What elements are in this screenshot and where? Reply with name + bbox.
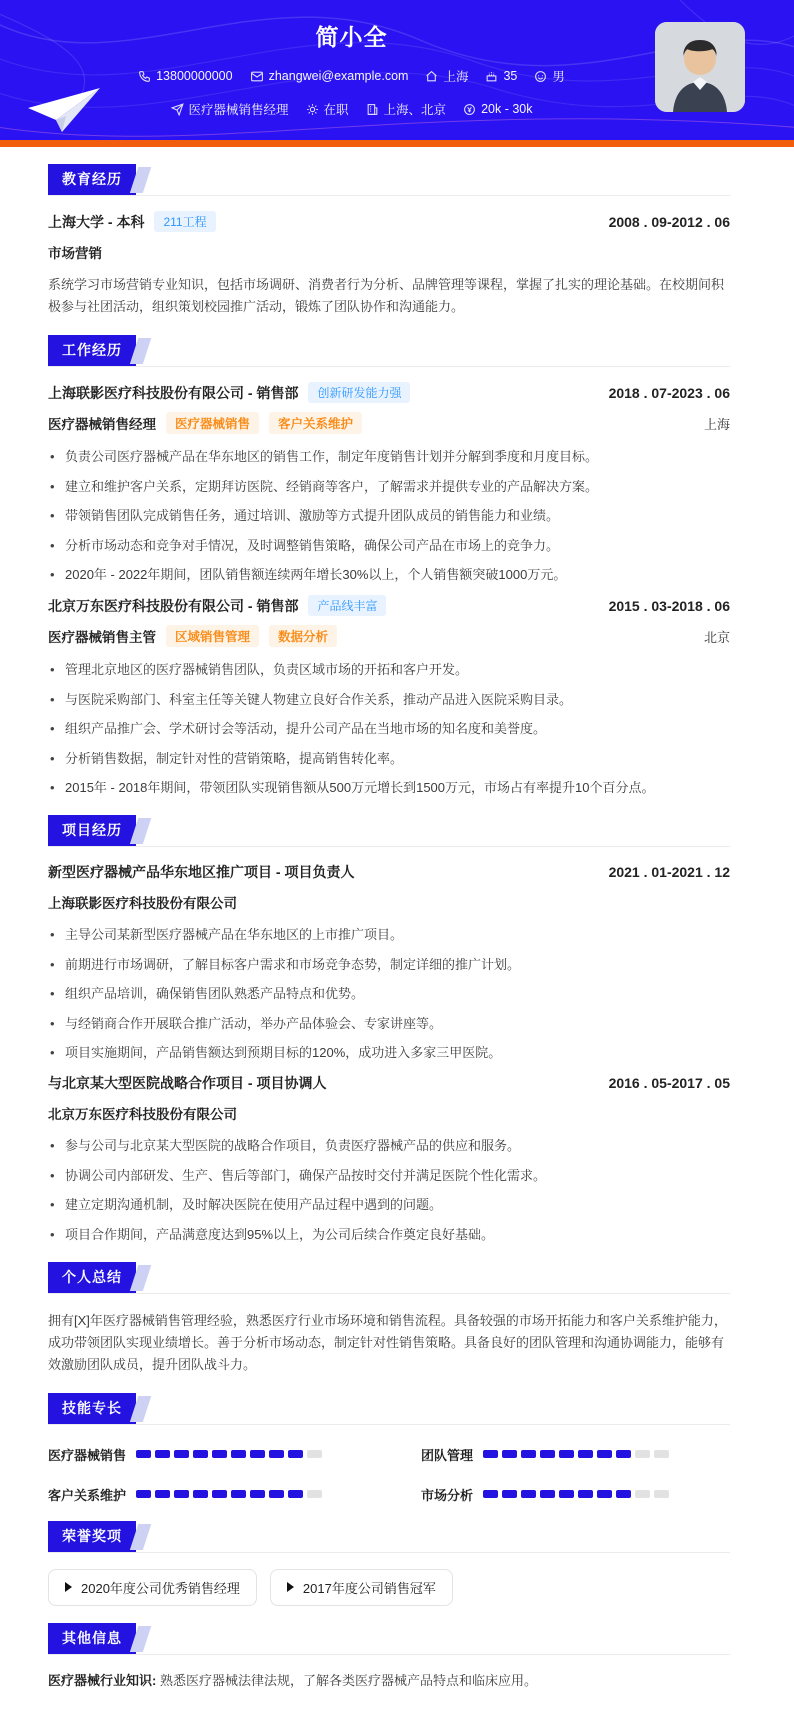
skill-segment	[578, 1450, 593, 1458]
play-icon	[65, 1582, 72, 1592]
resume-header	[0, 0, 794, 140]
skill-row	[421, 1445, 730, 1464]
skill-segment	[559, 1450, 574, 1458]
skill-segment	[502, 1490, 517, 1498]
position-item	[171, 100, 289, 118]
work-date: 2018 . 07-2023 . 06	[608, 384, 730, 401]
honor-button[interactable]	[48, 1569, 257, 1606]
skill-segment	[483, 1450, 498, 1458]
skill-level-bar	[483, 1490, 669, 1498]
section-badge-other: 其他信息	[48, 1623, 136, 1654]
skill-name: 市场分析	[421, 1487, 474, 1503]
bullet-item: • 与医院采购部门、科室主任等关键人物建立良好合作关系，推动产品进入医院采购目录。	[48, 689, 730, 710]
status-item	[306, 100, 349, 118]
company-name: 上海联影医疗科技股份有限公司 - 销售部	[48, 384, 299, 401]
section-badge-skills: 技能专长	[48, 1393, 136, 1424]
skill-segment	[635, 1450, 650, 1458]
building-icon	[366, 103, 379, 116]
salary-item	[463, 102, 532, 116]
skill-name: 团队管理	[421, 1447, 474, 1463]
section-skills	[0, 1393, 794, 1504]
honors-list	[48, 1569, 730, 1606]
skill-level-bar	[136, 1450, 322, 1458]
section-badge-education: 教育经历	[48, 164, 136, 195]
work-entry	[48, 595, 730, 798]
status-gear-icon	[306, 103, 319, 116]
skill-segment	[155, 1490, 170, 1498]
work-bullets	[48, 446, 730, 585]
position-text: 医疗器械销售经理	[188, 103, 289, 117]
company-tag: 产品线丰富	[308, 595, 386, 616]
project-company: 北京万东医疗科技股份有限公司	[48, 1107, 237, 1122]
section-work	[0, 335, 794, 798]
role-tag: 医疗器械销售	[166, 412, 259, 434]
work-entry	[48, 382, 730, 585]
project-entry	[48, 1073, 730, 1245]
phone-text: 13800000000	[156, 69, 233, 83]
section-summary	[0, 1262, 794, 1376]
skill-segment	[250, 1490, 265, 1498]
section-badge-honors: 荣誉奖项	[48, 1521, 136, 1552]
skill-segment	[540, 1490, 555, 1498]
mail-icon	[250, 70, 264, 83]
phone-icon	[138, 70, 151, 83]
education-description: 系统学习市场营销专业知识，包括市场调研、消费者行为分析、品牌管理等课程，掌握了扎实的理论基础。在校期间积极参与社团活动，组织策划校园推广活动，锻炼了团队协作和沟通能力。	[48, 277, 725, 314]
project-name: 新型医疗器械产品华东地区推广项目 - 项目负责人	[48, 864, 355, 880]
bullet-item: • 协调公司内部研发、生产、售后等部门，确保产品按时交付并满足医院个性化需求。	[48, 1165, 730, 1186]
skill-segment	[654, 1450, 669, 1458]
skill-segment	[288, 1450, 303, 1458]
work-location: 上海	[703, 416, 730, 432]
gender-text: 男	[552, 70, 565, 84]
skill-segment	[288, 1490, 303, 1498]
skill-name: 客户关系维护	[48, 1487, 127, 1503]
avatar	[655, 22, 745, 112]
city-text: 上海	[443, 70, 469, 84]
status-text: 在职	[323, 103, 349, 117]
home-icon	[425, 70, 438, 83]
age-text: 35	[503, 69, 518, 83]
skill-segment	[269, 1450, 284, 1458]
company-name: 北京万东医疗科技股份有限公司 - 销售部	[48, 597, 299, 614]
work-date: 2015 . 03-2018 . 06	[608, 597, 730, 614]
bullet-item: • 主导公司某新型医疗器械产品在华东地区的上市推广项目。	[48, 924, 730, 945]
skill-segment	[212, 1490, 227, 1498]
skill-segment	[597, 1450, 612, 1458]
skill-segment	[136, 1450, 151, 1458]
skill-segment	[483, 1490, 498, 1498]
skill-level-bar	[483, 1450, 669, 1458]
bullet-item: • 建立定期沟通机制，及时解决医院在使用产品过程中遇到的问题。	[48, 1194, 730, 1215]
company-tag: 创新研发能力强	[308, 382, 410, 403]
email-item	[250, 69, 409, 83]
position-icon	[171, 103, 184, 116]
skill-name: 医疗器械销售	[48, 1447, 127, 1463]
city-item	[425, 67, 468, 85]
skill-segment	[635, 1490, 650, 1498]
contact-row-2	[171, 100, 533, 118]
bullet-item: • 组织产品培训，确保销售团队熟悉产品特点和优势。	[48, 983, 730, 1004]
header-info	[48, 0, 655, 118]
play-icon	[287, 1582, 294, 1592]
project-company: 上海联影医疗科技股份有限公司	[48, 896, 237, 911]
candidate-name: 简小全	[315, 24, 388, 50]
work-bullets	[48, 659, 730, 798]
bullet-item: • 管理北京地区的医疗器械销售团队，负责区域市场的开拓和客户开发。	[48, 659, 730, 680]
project-bullets	[48, 924, 730, 1063]
skill-segment	[616, 1450, 631, 1458]
skill-segment	[521, 1450, 536, 1458]
avatar-portrait	[655, 22, 745, 112]
skill-segment	[231, 1450, 246, 1458]
skill-segment	[578, 1490, 593, 1498]
phone-item	[138, 69, 232, 83]
skill-segment	[269, 1490, 284, 1498]
skill-level-bar	[136, 1490, 322, 1498]
skill-segment	[193, 1450, 208, 1458]
section-badge-projects: 项目经历	[48, 815, 136, 846]
intent-cities-item	[366, 100, 447, 118]
role-tag: 客户关系维护	[269, 412, 362, 434]
skill-segment	[540, 1450, 555, 1458]
skill-segment	[155, 1450, 170, 1458]
role-tag: 区域销售管理	[166, 625, 259, 647]
skill-segment	[597, 1490, 612, 1498]
email-text: zhangwei@example.com	[268, 69, 409, 83]
work-location: 北京	[703, 629, 730, 645]
skill-segment	[136, 1490, 151, 1498]
orange-divider-bar	[0, 140, 794, 147]
skill-segment	[559, 1490, 574, 1498]
contact-row-1	[138, 67, 565, 85]
bullet-item: • 2020年 - 2022年期间，团队销售额连续两年增长30%以上，个人销售额突破1000万元。	[48, 564, 730, 585]
skill-segment	[250, 1450, 265, 1458]
bullet-item: • 2015年 - 2018年期间，带领团队实现销售额从500万元增长到1500万元，市场占有率提升10个百分点。	[48, 777, 730, 798]
bullet-item: • 分析销售数据，制定针对性的营销策略，提高销售转化率。	[48, 748, 730, 769]
project-name: 与北京某大型医院战略合作项目 - 项目协调人	[48, 1075, 327, 1091]
other-info-text: 熟悉医疗器械法律法规，了解各类医疗器械产品特点和临床应用。	[159, 1672, 537, 1688]
bullet-item: • 分析市场动态和竞争对手情况，及时调整销售策略，确保公司产品在市场上的竞争力。	[48, 535, 730, 556]
skill-segment	[654, 1490, 669, 1498]
major-name: 市场营销	[48, 246, 102, 261]
salary-text: 20k - 30k	[481, 102, 533, 116]
project-bullets	[48, 1135, 730, 1245]
bullet-item: • 项目实施期间，产品销售额达到预期目标的120%，成功进入多家三甲医院。	[48, 1042, 730, 1063]
skill-segment	[212, 1450, 227, 1458]
skills-grid	[48, 1445, 730, 1504]
honor-label: 2017年度公司销售冠军	[302, 1580, 436, 1596]
project-date: 2021 . 01-2021 . 12	[608, 864, 730, 880]
salary-icon	[463, 103, 476, 116]
other-info-line	[48, 1670, 730, 1719]
role-name: 医疗器械销售主管	[48, 630, 156, 645]
skill-segment	[521, 1490, 536, 1498]
education-date: 2008 . 09-2012 . 06	[608, 213, 730, 230]
age-item	[485, 69, 517, 83]
bullet-item: • 建立和维护客户关系，定期拜访医院、经销商等客户，了解需求并提供专业的产品解决方案。	[48, 476, 730, 497]
bullet-item: • 项目合作期间，产品满意度达到95%以上，为公司后续合作奠定良好基础。	[48, 1224, 730, 1245]
age-icon	[485, 70, 498, 83]
bullet-item: • 前期进行市场调研，了解目标客户需求和市场竞争态势，制定详细的推广计划。	[48, 954, 730, 975]
skill-row	[48, 1445, 357, 1464]
skill-segment	[307, 1490, 322, 1498]
bullet-item: • 组织产品推广会、学术研讨会等活动，提升公司产品在当地市场的知名度和美誉度。	[48, 718, 730, 739]
gender-icon	[534, 70, 547, 83]
skill-segment	[174, 1450, 189, 1458]
other-info-label: 医疗器械行业知识:	[48, 1672, 157, 1688]
skill-row	[48, 1485, 357, 1504]
section-other	[0, 1623, 794, 1719]
project-date: 2016 . 05-2017 . 05	[608, 1075, 730, 1091]
intent-cities-text: 上海、北京	[383, 103, 447, 117]
school-tag: 211工程	[154, 211, 215, 232]
bullet-item: • 与经销商合作开展联合推广活动，举办产品体验会、专家讲座等。	[48, 1013, 730, 1034]
skill-segment	[502, 1450, 517, 1458]
section-projects	[0, 815, 794, 1245]
role-name: 医疗器械销售经理	[48, 417, 156, 432]
skill-segment	[231, 1490, 246, 1498]
honor-label: 2020年度公司优秀销售经理	[81, 1580, 240, 1596]
skill-segment	[174, 1490, 189, 1498]
section-education	[0, 164, 794, 318]
honor-button[interactable]	[270, 1569, 453, 1606]
skill-segment	[307, 1450, 322, 1458]
bullet-item: • 带领销售团队完成销售任务，通过培训、激励等方式提升团队成员的销售能力和业绩。	[48, 505, 730, 526]
bullet-item: • 负责公司医疗器械产品在华东地区的销售工作，制定年度销售计划并分解到季度和月度目标。	[48, 446, 730, 467]
gender-item	[534, 67, 565, 85]
bullet-item: • 参与公司与北京某大型医院的战略合作项目，负责医疗器械产品的供应和服务。	[48, 1135, 730, 1156]
section-badge-summary: 个人总结	[48, 1262, 136, 1293]
skill-row	[421, 1485, 730, 1504]
school-name: 上海大学 - 本科	[48, 213, 145, 230]
section-honors	[0, 1521, 794, 1606]
summary-text: 拥有[X]年医疗器械销售管理经验，熟悉医疗行业市场环境和销售流程。具备较强的市场开拓能力和客户关系维护能力，成功带领团队实现业绩增长。善于分析市场动态，制定针对性销售策略。具备良好的团队管理和沟通协调能力，能够有效激励团队成员，提升团队战斗力。	[48, 1312, 727, 1372]
section-badge-work: 工作经历	[48, 335, 136, 366]
role-tag: 数据分析	[269, 625, 337, 647]
skill-segment	[193, 1490, 208, 1498]
project-entry	[48, 862, 730, 1063]
skill-segment	[616, 1490, 631, 1498]
